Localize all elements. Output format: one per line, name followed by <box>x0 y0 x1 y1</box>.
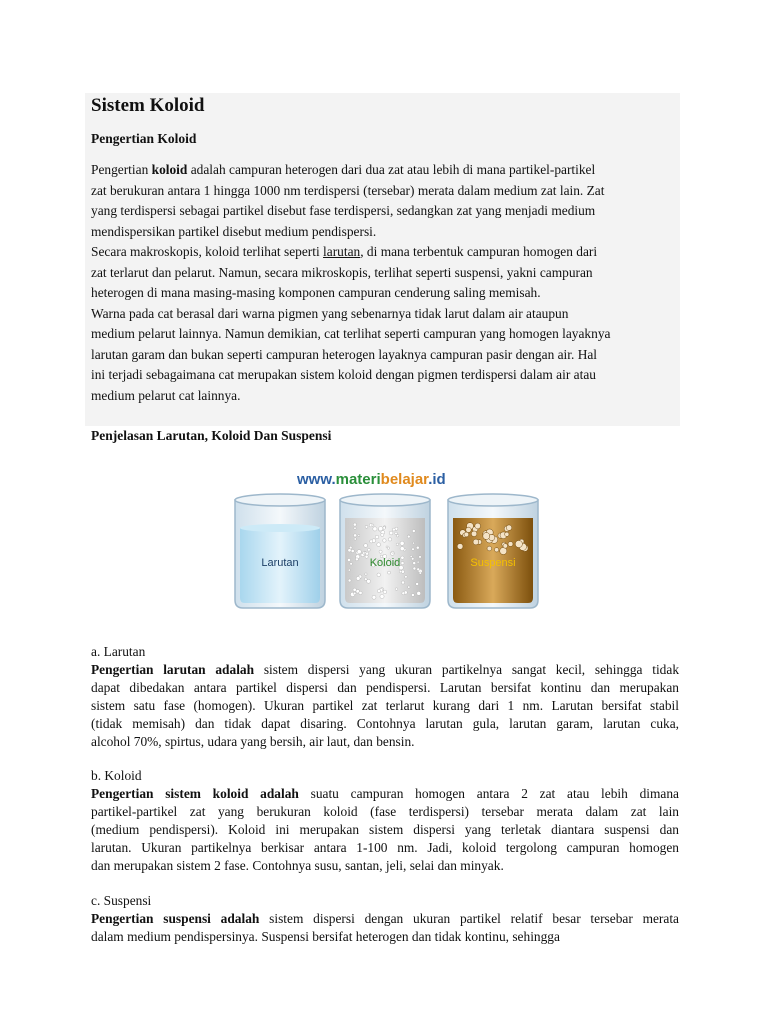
larutan-text: sistem dispersi yang ukuran partikelnya sangat kecil, sehingga tidak <box>254 661 680 677</box>
suspensi-particle <box>500 547 507 554</box>
intro-text: ini terjadi sebagaimana cat merupakan sistem koloid dengan pigmen terdispersi dalam air atau <box>91 367 596 382</box>
koloid-particle <box>411 558 414 561</box>
intro-line <box>91 304 610 325</box>
suspensi-particle <box>464 532 469 537</box>
intro-line <box>91 324 610 345</box>
koloid-particle <box>370 540 373 543</box>
koloid-particle <box>383 527 386 530</box>
label-larutan: Larutan <box>261 557 299 569</box>
koloid-particle <box>389 531 393 535</box>
suspensi-particle <box>475 523 481 529</box>
koloid-particle <box>373 527 377 531</box>
koloid-particle <box>348 549 351 552</box>
koloid-particle <box>395 588 398 591</box>
marker-koloid: b. Koloid <box>91 768 142 783</box>
koloid-particle <box>364 552 366 554</box>
suspensi-particle <box>473 539 479 545</box>
section-larutan <box>91 643 679 750</box>
koloid-particle <box>348 579 351 582</box>
intro-text: heterogen di mana masing-masing komponen campuran cenderung saling memisah. <box>91 285 541 300</box>
koloid-particle <box>364 578 367 581</box>
koloid-line <box>91 839 679 857</box>
koloid-text: partikel-partikel zat yang berukuran koloid (fase terdispersi) tersebar merata dalam zat lain <box>91 803 679 819</box>
koloid-particle <box>354 534 357 537</box>
koloid-particle <box>400 541 404 545</box>
koloid-particle <box>377 589 380 592</box>
marker-suspensi: c. Suspensi <box>91 893 152 908</box>
suspensi-particle <box>471 531 477 537</box>
koloid-particle <box>412 548 415 551</box>
label-koloid: Koloid <box>369 557 401 569</box>
koloid-particle <box>401 562 404 565</box>
koloid-particle <box>350 563 353 566</box>
site-prefix: www. <box>297 471 336 488</box>
koloid-particle <box>413 567 416 570</box>
koloid-line <box>91 857 679 875</box>
section-suspensi <box>91 892 679 946</box>
intro-text: Warna pada cat berasal dari warna pigmen yang sebenarnya tidak larut dalam air ataupun <box>91 305 569 321</box>
koloid-particle <box>413 542 415 544</box>
intro-text: zat berukuran antara 1 hingga 1000 nm terdispersi (tersebar) merata dalam medium zat lain. Zat <box>91 182 605 198</box>
beaker-koloid <box>340 494 430 608</box>
koloid-text: dan merupakan sistem 2 fase. Contohnya susu, santan, jeli, selai dan minyak. <box>91 857 504 873</box>
koloid-particle <box>395 532 398 535</box>
koloid-line <box>91 785 679 803</box>
suspensi-particle <box>487 546 492 551</box>
koloid-particle <box>380 594 384 598</box>
beakers-figure <box>225 460 555 620</box>
beaker-larutan <box>235 494 325 608</box>
koloid-line <box>91 803 679 821</box>
intro-text: , di mana terbentuk campuran homogen dari <box>360 244 598 259</box>
koloid-particle <box>416 546 419 549</box>
intro-text: medium pelarut lainnya. Namun demikian, cat terlihat seperti campuran yang homogen layaknya <box>91 326 611 341</box>
koloid-particle <box>347 558 350 561</box>
suspensi-line <box>91 928 679 946</box>
suspensi-text: sistem dispersi dengan ukuran partikel relatif besar tersebar merata <box>259 910 679 926</box>
koloid-particle <box>401 556 404 559</box>
koloid-particle <box>402 592 405 595</box>
koloid-particle <box>405 576 408 579</box>
intro-paragraphs <box>91 160 610 406</box>
intro-line <box>91 201 610 222</box>
intro-line <box>91 386 610 407</box>
koloid-particle <box>351 549 354 552</box>
larutan-definition-term: Pengertian larutan adalah <box>91 661 255 677</box>
intro-line <box>91 160 610 181</box>
section-heading-pengertian-koloid: Pengertian Koloid <box>91 131 197 146</box>
suspensi-particle <box>515 540 522 547</box>
koloid-particle <box>365 573 367 575</box>
koloid-line <box>91 821 679 839</box>
larutan-text: alcohol 70%, spirtus, udara yang bersih, air laut, dan bensin. <box>91 733 415 749</box>
larutan-line <box>91 679 679 697</box>
koloid-particle <box>399 570 402 573</box>
koloid-text: (medium pendispersi). Koloid ini merupakan sistem dispersi yang terletak diantara suspensi dan <box>91 821 679 837</box>
koloid-particle <box>416 583 419 586</box>
section-heading-penjelasan: Penjelasan Larutan, Koloid Dan Suspensi <box>91 428 332 443</box>
koloid-particle <box>365 526 368 529</box>
intro-line <box>91 263 610 284</box>
koloid-particle <box>412 530 415 533</box>
koloid-particle <box>386 546 388 548</box>
koloid-particle <box>358 535 360 537</box>
koloid-particle <box>383 539 387 543</box>
larutan-text: sistem satu fase (homogen). Ukuran partikel zat terlarut kurang dari 1 nm. Larutan bersifat stabil <box>91 697 679 713</box>
koloid-particle <box>353 592 356 595</box>
intro-text: adalah campuran heterogen dari dua zat atau lebih di mana partikel-partikel <box>187 162 596 177</box>
koloid-particle <box>383 590 387 594</box>
larutan-line <box>91 715 679 733</box>
koloid-particle <box>375 535 379 539</box>
intro-text: zat terlarut dan pelarut. Namun, secara mikroskopis, terlihat seperti suspensi, yakni campuran <box>91 264 593 280</box>
koloid-particle <box>388 571 391 574</box>
suspensi-particle <box>466 527 471 532</box>
intro-line <box>91 345 610 366</box>
koloid-particle <box>417 568 420 571</box>
suspensi-particle <box>483 533 490 540</box>
link-larutan[interactable]: larutan <box>323 244 361 259</box>
koloid-particle <box>354 527 356 529</box>
page-title: Sistem Koloid <box>91 95 205 116</box>
suspensi-definition-term: Pengertian suspensi adalah <box>91 910 260 926</box>
koloid-particle <box>419 556 422 559</box>
koloid-particle <box>397 535 399 537</box>
koloid-particle <box>417 561 419 563</box>
label-suspensi: Suspensi <box>470 557 516 569</box>
koloid-particle <box>396 543 398 545</box>
koloid-particle <box>419 572 421 574</box>
koloid-particle <box>348 569 350 571</box>
koloid-particle <box>381 533 384 536</box>
koloid-particle <box>353 523 356 526</box>
koloid-particle <box>408 586 410 588</box>
koloid-particle <box>365 555 368 558</box>
koloid-text: suatu campuran homogen antara 2 zat atau lebih dimana <box>298 785 679 801</box>
koloid-particle <box>379 527 383 531</box>
site-belajar: belajar <box>380 471 429 488</box>
koloid-particle <box>357 550 361 554</box>
intro-line <box>91 283 610 304</box>
beaker-suspensi <box>448 494 538 608</box>
koloid-particle <box>372 595 376 599</box>
site-materi: materi <box>335 471 381 488</box>
suspensi-particle <box>494 548 498 552</box>
koloid-particle <box>377 543 381 547</box>
intro-text: medium pelarut cat lainnya. <box>91 387 241 403</box>
koloid-particle <box>368 548 371 551</box>
intro-text: yang terdispersi sebagai partikel disebut fase terdispersi, sedangkan zat yang menjadi medium <box>91 203 596 218</box>
intro-line <box>91 365 610 386</box>
marker-larutan: a. Larutan <box>91 644 146 659</box>
intro-text: Pengertian <box>91 162 152 177</box>
larutan-text: (tidak memisah) dan tidak dapat disaring. Contohnya larutan gula, larutan garam, larutan cuka, <box>91 715 679 731</box>
koloid-particle <box>359 591 362 594</box>
larutan-line <box>91 733 679 751</box>
koloid-particle <box>400 547 404 551</box>
suspensi-text: dalam medium pendispersinya. Suspensi bersifat heterogen dan tidak kontinu, sehingga <box>91 928 560 944</box>
koloid-particle <box>413 562 416 565</box>
koloid-particle <box>372 524 374 526</box>
larutan-text: dapat dibedakan antara partikel dispersi dan pendispersi. Larutan bersifat kontinu dan merupakan <box>91 679 679 695</box>
koloid-particle <box>392 528 395 531</box>
suspensi-particle <box>508 542 513 547</box>
intro-text: larutan garam dan bukan seperti campuran heterogen layaknya campuran pasir dengan air. Hal <box>91 346 598 362</box>
koloid-particle <box>410 555 412 557</box>
koloid-particle <box>417 591 421 595</box>
koloid-particle <box>379 550 382 553</box>
section-koloid <box>91 767 679 874</box>
koloid-particle <box>388 538 391 541</box>
koloid-particle <box>355 558 358 561</box>
suspensi-line <box>91 910 679 928</box>
larutan-line <box>91 661 679 679</box>
intro-line <box>91 242 610 263</box>
suspensi-particle <box>505 532 509 536</box>
suspensi-particle <box>457 544 463 550</box>
koloid-particle <box>401 581 404 584</box>
intro-bold: koloid <box>151 162 188 177</box>
suspensi-particle <box>503 544 508 549</box>
intro-line <box>91 222 610 243</box>
larutan-line <box>91 697 679 715</box>
site-watermark <box>296 471 446 488</box>
koloid-particle <box>354 538 356 540</box>
intro-line <box>91 181 610 202</box>
site-suffix: .id <box>428 471 446 488</box>
intro-text: mendispersikan partikel disebut medium pendispersi. <box>91 223 377 239</box>
koloid-text: larutan. Ukuran partikelnya berkisar antara 1-100 nm. Jadi, koloid tergolong campuran homogen <box>91 839 679 855</box>
koloid-particle <box>356 576 360 580</box>
koloid-particle <box>407 535 410 538</box>
koloid-particle <box>364 544 368 548</box>
suspensi-particle <box>506 525 512 531</box>
intro-text: Secara makroskopis, koloid terlihat seperti <box>91 244 324 259</box>
koloid-particle <box>377 573 381 577</box>
koloid-definition-term: Pengertian sistem koloid adalah <box>91 785 299 801</box>
koloid-particle <box>392 551 394 553</box>
koloid-particle <box>411 594 414 597</box>
